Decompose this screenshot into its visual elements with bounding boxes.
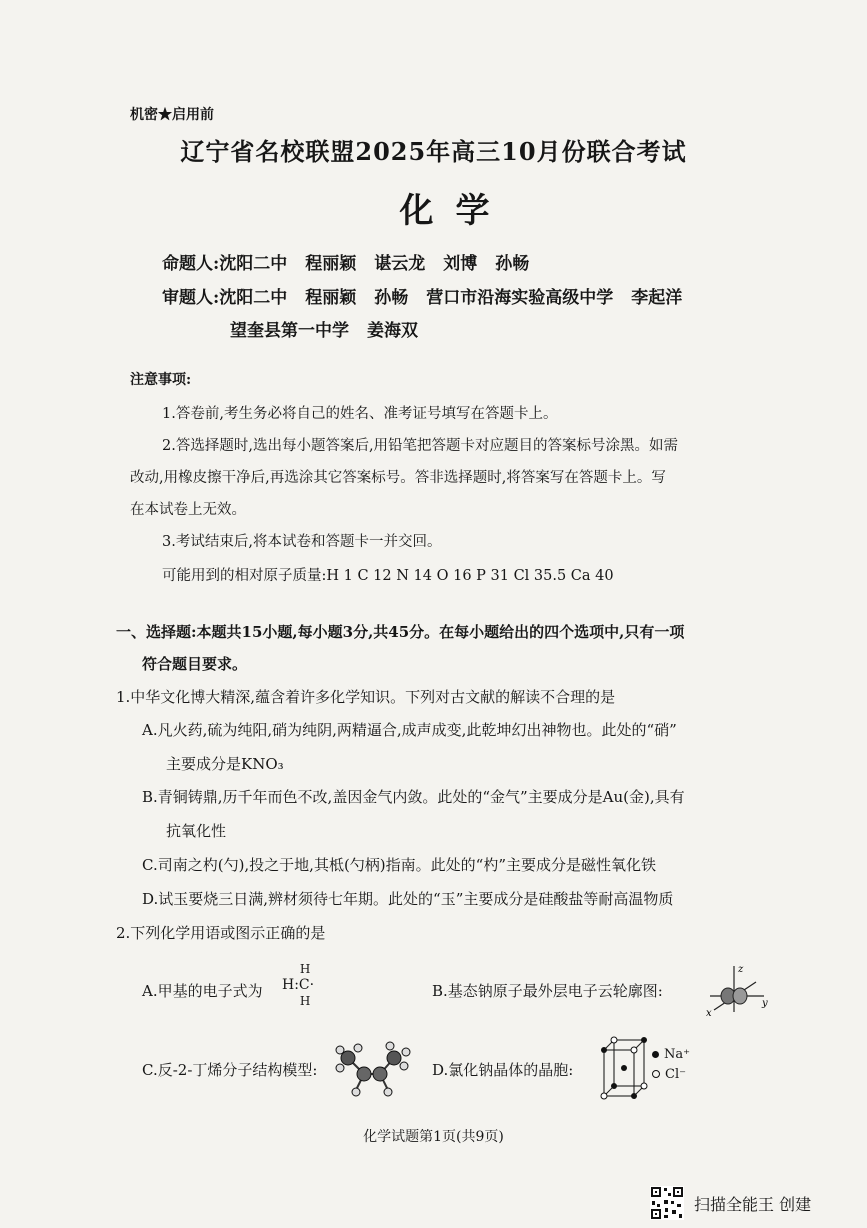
setter-name: 程丽颖: [305, 254, 357, 274]
scanner-label: 扫描全能王 创建: [694, 1194, 812, 1214]
formula-h-top: H: [299, 962, 311, 976]
exam-title: 辽宁省名校联盟2025年高三10月份联合考试: [180, 137, 687, 166]
reviewer-name: 程丽颖: [305, 288, 357, 308]
legend-na: [652, 1045, 690, 1065]
question-1-option-b: B.青铜铸鼎,历千年而色不改,盖因金气内敛。此处的“金气”主要成分是Au(金),具有: [142, 788, 685, 806]
notice-item-2-end: 在本试卷上无效。: [130, 502, 246, 518]
question-1-option-d: D.试玉要烧三日满,辨材须待七年期。此处的“玉”主要成分是硅酸盐等耐高温物质: [142, 890, 674, 908]
formula-h-bottom: H: [299, 994, 311, 1008]
reviewers-label: 审题人:: [162, 288, 220, 308]
axis-x-label: x: [706, 1008, 712, 1019]
reviewers-line: [162, 283, 682, 308]
question-1-option-a: A.凡火药,硫为纯阳,硝为纯阴,两精逼合,成声成变,此乾坤幻出神物也。此处的“硝”: [142, 721, 677, 739]
axis-y-label: y: [762, 998, 768, 1009]
reviewer-name: 姜海双: [367, 321, 418, 341]
legend-na-label: Na⁺: [664, 1047, 690, 1062]
legend-cl: [652, 1065, 690, 1085]
methyl-electron-formula: [282, 962, 314, 1008]
notice-item-1: 1.答卷前,考生务必将自己的姓名、准考证号填写在答题卡上。: [162, 406, 558, 422]
hollow-dot-icon: [652, 1070, 660, 1078]
question-2-option-a: A.甲基的电子式为: [142, 982, 263, 1000]
question-1-option-c: C.司南之杓(勺),投之于地,其柢(勺柄)指南。此处的“杓”主要成分是磁性氧化铁: [142, 856, 656, 874]
nacl-unit-cell: [596, 1036, 650, 1102]
trans-2-butene-model: [334, 1040, 414, 1102]
reviewer-name: 望奎县第一中学: [230, 321, 349, 341]
reviewer-name: 沈阳二中: [219, 288, 288, 308]
setter-name: 孙畅: [495, 254, 530, 274]
setters-label: 命题人:: [162, 254, 220, 274]
question-1-option-b-cont: 抗氧化性: [166, 822, 227, 840]
setter-name: 谌云龙: [374, 254, 426, 274]
filled-dot-icon: [652, 1051, 659, 1058]
reviewer-name: 李起洋: [631, 288, 683, 308]
subject-title: 化学: [399, 191, 512, 231]
legend-cl-label: Cl⁻: [665, 1067, 686, 1082]
setters-line: [162, 249, 529, 274]
question-2-stem: 2.下列化学用语或图示正确的是: [116, 924, 326, 942]
notice-item-2-cont: 改动,用橡皮擦干净后,再选涂其它答案标号。答非选择题时,将答案写在答题卡上。写: [130, 470, 666, 486]
question-1-option-a-cont: 主要成分是KNO₃: [166, 755, 284, 773]
notice-heading: 注意事项:: [130, 372, 192, 388]
setter-name: 沈阳二中: [219, 254, 288, 274]
page-footer: 化学试题第1页(共9页): [363, 1129, 504, 1145]
question-2-option-d: D.氯化钠晶体的晶胞:: [432, 1061, 574, 1079]
reviewer-name: 营口市沿海实验高级中学: [426, 288, 614, 308]
question-2-option-c: C.反-2-丁烯分子结构模型:: [142, 1061, 318, 1079]
scanner-watermark: [650, 1186, 811, 1220]
notice-item-3: 3.考试结束后,将本试卷和答题卡一并交回。: [162, 534, 442, 550]
section-heading: 一、选择题:本题共15小题,每小题3分,共45分。在每小题给出的四个选项中,只有一项: [116, 623, 685, 641]
p-orbital-diagram: [700, 960, 772, 1020]
axis-z-label: z: [738, 964, 744, 975]
question-1-stem: 1.中华文化博大精深,蕴含着许多化学知识。下列对古文献的解读不合理的是: [116, 688, 616, 706]
reviewers-line-2: [230, 316, 418, 341]
reviewer-name: 孙畅: [374, 288, 409, 308]
question-2-option-b: B.基态钠原子最外层电子云轮廓图:: [432, 982, 663, 1000]
qr-code-icon: [650, 1186, 684, 1220]
notice-item-2: 2.答选择题时,选出每小题答案后,用铅笔把答题卡对应题目的答案标号涂黑。如需: [162, 438, 679, 454]
nacl-legend: [652, 1045, 690, 1085]
formula-middle: H:C·: [282, 977, 315, 993]
confidential-label: 机密★启用前: [130, 107, 214, 123]
section-heading-cont: 符合题目要求。: [142, 655, 248, 673]
atomic-masses: 可能用到的相对原子质量:H 1 C 12 N 14 O 16 P 31 Cl 35.5 Ca 40: [162, 568, 614, 584]
setter-name: 刘博: [443, 254, 478, 274]
